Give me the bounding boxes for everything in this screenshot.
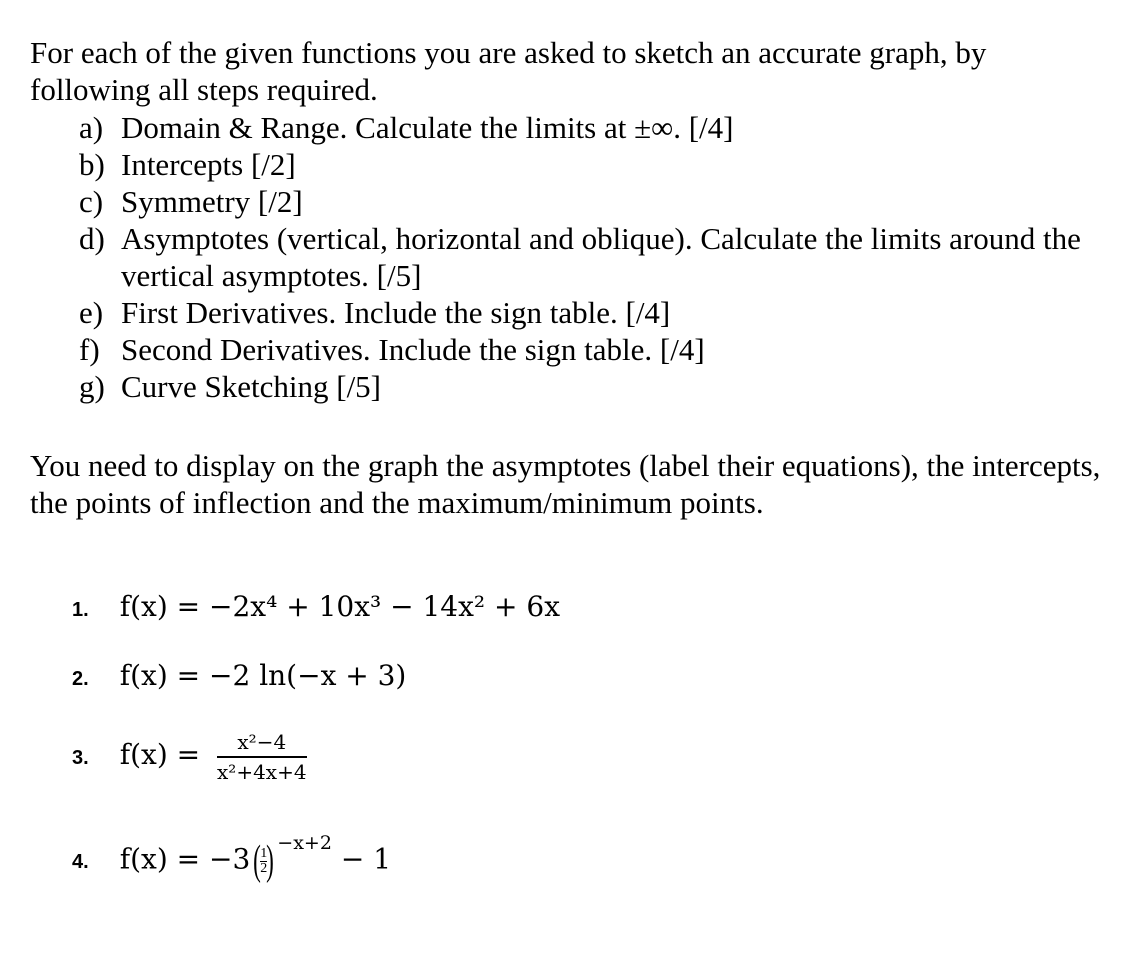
- step-label: c): [79, 184, 104, 219]
- instructions-note: You need to display on the graph the asymptotes (label their equations), the intercepts, the points of inflection and the maximum/minimum points.: [30, 448, 1101, 520]
- right-paren: ): [266, 838, 275, 885]
- step-a: [79, 109, 1109, 146]
- step-text: First Derivatives. Include the sign table. [/4]: [121, 295, 671, 330]
- fraction-denominator: x²+4x+4: [217, 760, 307, 784]
- function-lhs: f(x) =: [119, 659, 210, 692]
- step-text: Domain & Range. Calculate the limits at ±∞. [/4]: [121, 110, 734, 145]
- intro-paragraph: For each of the given functions you are asked to sketch an accurate graph, by following all steps required.: [30, 35, 987, 107]
- step-label: g): [79, 369, 105, 404]
- fraction-numerator: x²−4: [217, 730, 307, 758]
- function-lhs: f(x) =: [119, 738, 210, 772]
- exponent: −x+2: [277, 832, 332, 854]
- step-text: Asymptotes (vertical, horizontal and oblique). Calculate the limits around the vertical asymptotes. [/5]: [121, 221, 1081, 293]
- tail-term: − 1: [331, 842, 392, 876]
- step-g: [79, 368, 1109, 405]
- step-c: [79, 183, 1109, 220]
- function-2: [72, 657, 406, 693]
- steps-list: [79, 109, 1109, 405]
- step-label: a): [79, 110, 104, 145]
- fraction: [217, 730, 307, 784]
- function-expression: −2x⁴ + 10x³ − 14x² + 6x: [209, 590, 560, 623]
- coefficient: −3: [209, 842, 251, 876]
- step-label: b): [79, 147, 105, 182]
- base-denominator: 2: [260, 860, 268, 876]
- step-label: f): [79, 332, 100, 367]
- step-text: Curve Sketching [/5]: [121, 369, 382, 404]
- function-lhs: f(x) =: [119, 590, 210, 623]
- left-paren: (: [253, 838, 262, 885]
- function-3: [72, 730, 307, 784]
- function-number: 3.: [72, 747, 89, 770]
- step-text: Intercepts [/2]: [121, 147, 296, 182]
- function-1: [72, 588, 560, 624]
- step-text: Second Derivatives. Include the sign table. [/4]: [121, 332, 705, 367]
- function-number: 4.: [72, 851, 89, 874]
- step-e: [79, 294, 1109, 331]
- step-text: Symmetry [/2]: [121, 184, 303, 219]
- step-d: [79, 220, 1109, 294]
- step-f: [79, 331, 1109, 368]
- step-label: e): [79, 295, 104, 330]
- function-number: 2.: [72, 668, 89, 690]
- step-label: d): [79, 221, 105, 256]
- function-lhs: f(x) =: [119, 842, 210, 876]
- function-expression: −2 ln(−x + 3): [209, 659, 407, 692]
- base-numerator: 1: [260, 845, 268, 861]
- function-4: [72, 832, 392, 885]
- step-b: [79, 146, 1109, 183]
- function-number: 1.: [72, 599, 89, 621]
